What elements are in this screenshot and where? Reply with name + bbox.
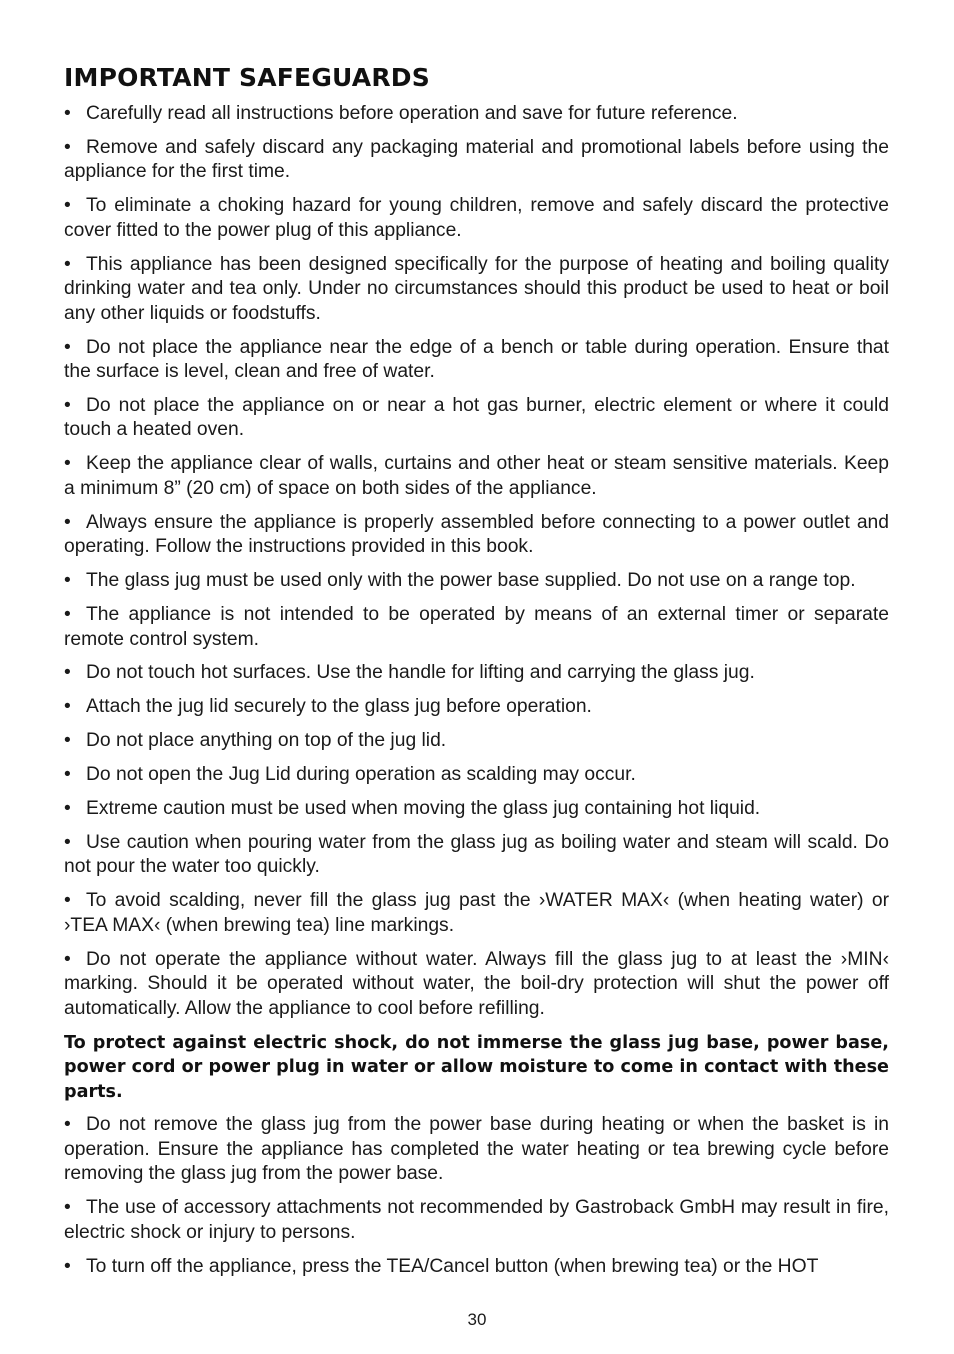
safeguard-item (64, 729, 889, 754)
safeguard-item (64, 763, 889, 788)
safeguard-text: Do not place the appliance on or near a hot gas burner, electric element or where it could touch a heated oven. (64, 394, 889, 441)
safeguard-item (64, 569, 889, 594)
safeguards-list-after (64, 1113, 889, 1279)
bullet-icon: • (64, 730, 71, 752)
bullet-icon: • (64, 336, 71, 358)
bullet-icon: • (64, 662, 71, 684)
bullet-icon: • (64, 831, 71, 853)
bullet-icon: • (64, 764, 71, 786)
bullet-icon: • (64, 253, 71, 275)
safeguard-item (64, 194, 889, 243)
electric-shock-warning: To protect against electric shock, do not immerse the glass jug base, power base, power cord or power plug in water or allow moisture to come in contact with these parts. (64, 1032, 889, 1102)
bullet-icon: • (64, 890, 71, 912)
page-title: IMPORTANT SAFEGUARDS (64, 63, 430, 92)
bullet-icon: • (64, 570, 71, 592)
safeguard-item (64, 948, 889, 1022)
safeguard-text: Do not place the appliance near the edge of a bench or table during operation. Ensure that the surface is level, clean and free of water. (64, 336, 889, 383)
safeguard-text: Use caution when pouring water from the glass jug as boiling water and steam will scald. Do not pour the water too quickly. (64, 831, 889, 878)
safeguard-item (64, 253, 889, 327)
safeguard-item (64, 695, 889, 720)
bullet-icon: • (64, 1255, 71, 1277)
safeguard-item (64, 661, 889, 686)
safeguard-item (64, 603, 889, 652)
bullet-icon: • (64, 696, 71, 718)
safeguard-item (64, 102, 889, 127)
safeguard-text: Attach the jug lid securely to the glass jug before operation. (86, 696, 592, 718)
safeguard-item (64, 452, 889, 501)
safeguard-text: Keep the appliance clear of walls, curtains and other heat or steam sensitive materials. Keep a minimum 8” (20 cm) of space on both sides of the appliance. (64, 453, 889, 499)
bullet-icon: • (64, 604, 71, 626)
safeguard-text: To avoid scalding, never fill the glass jug past the ›WATER MAX‹ (when heating water) or ›TEA MAX‹ (when brewing tea) line markings. (64, 890, 889, 936)
safeguard-item (64, 1196, 889, 1245)
safeguard-text: Do not operate the appliance without water. Always fill the glass jug to at least the ›MIN‹ marking. Should it be operated without water, the boil-dry protection will shut the power off automatically. Allow the appliance to cool before refilling. (64, 948, 889, 1019)
bullet-icon: • (64, 394, 71, 416)
safeguard-text: The appliance is not intended to be operated by means of an external timer or separate remote control system. (64, 604, 889, 650)
bullet-icon: • (64, 195, 71, 217)
bullet-icon: • (64, 1114, 71, 1136)
safeguard-text: Do not open the Jug Lid during operation as scalding may occur. (86, 764, 636, 786)
safeguard-text: Always ensure the appliance is properly assembled before connecting to a power outlet and operating. Follow the instructions provided in this book. (64, 511, 889, 558)
safeguards-list-before (64, 102, 889, 1021)
safeguard-item (64, 1113, 889, 1187)
bullet-icon: • (64, 948, 71, 970)
safeguard-item (64, 1255, 889, 1280)
safeguard-item (64, 511, 889, 560)
safeguard-text: Do not remove the glass jug from the power base during heating or when the basket is in operation. Ensure the appliance has completed the water heating or tea brewing cycle before removing the glass jug from the power base. (64, 1114, 889, 1185)
bullet-icon: • (64, 103, 71, 124)
safeguard-item (64, 797, 889, 822)
safeguard-item (64, 336, 889, 385)
bullet-icon: • (64, 511, 71, 533)
document-page (64, 60, 889, 1289)
bullet-icon: • (64, 1197, 71, 1219)
safeguard-text: To turn off the appliance, press the TEA/Cancel button (when brewing tea) or the HOT (86, 1255, 819, 1277)
page-number: 30 (467, 1310, 487, 1329)
safeguard-item (64, 831, 889, 880)
safeguard-item (64, 136, 889, 185)
safeguard-text: Remove and safely discard any packaging material and promotional labels before using the appliance for the first time. (64, 136, 889, 183)
safeguard-text: The use of accessory attachments not recommended by Gastroback GmbH may result in fire, electric shock or injury to persons. (64, 1197, 889, 1243)
bullet-icon: • (64, 797, 71, 819)
safeguard-text: The glass jug must be used only with the power base supplied. Do not use on a range top. (86, 570, 856, 592)
safeguard-text: To eliminate a choking hazard for young children, remove and safely discard the protective cover fitted to the power plug of this appliance. (64, 195, 889, 241)
safeguard-text: This appliance has been designed specifically for the purpose of heating and boiling quality drinking water and tea only. Under no circumstances should this product be used to heat or boil any other liquids or foodstuffs. (64, 253, 889, 324)
safeguard-item (64, 889, 889, 938)
safeguard-item (64, 394, 889, 443)
safeguard-text: Carefully read all instructions before operation and save for future reference. (86, 103, 738, 124)
bullet-icon: • (64, 136, 71, 158)
bullet-icon: • (64, 453, 71, 475)
safeguard-text: Extreme caution must be used when moving the glass jug containing hot liquid. (86, 797, 761, 819)
safeguard-text: Do not place anything on top of the jug lid. (86, 730, 447, 752)
safeguard-text: Do not touch hot surfaces. Use the handle for lifting and carrying the glass jug. (86, 662, 755, 684)
